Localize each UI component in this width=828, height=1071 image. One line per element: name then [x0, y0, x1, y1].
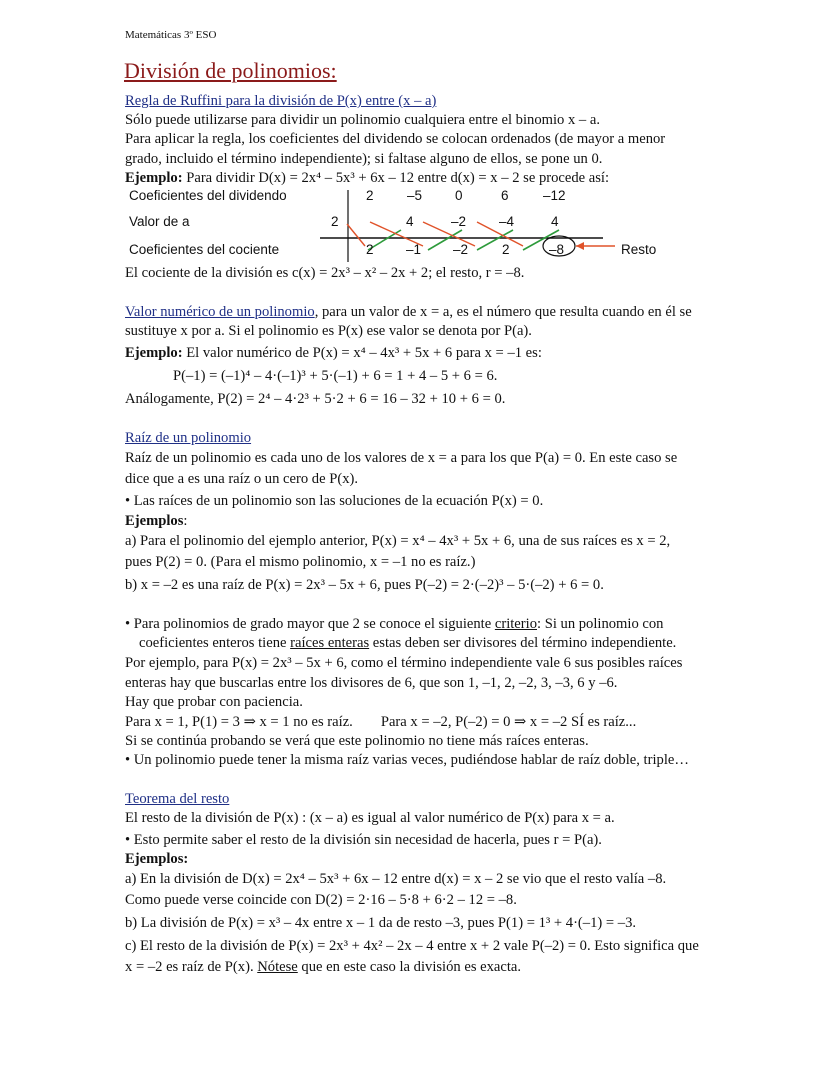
- product-value: 4: [551, 214, 559, 230]
- resto-bullet-1: • Esto permite saber el resto de la división sin necesidad de hacerla, pues r = P(a).: [125, 831, 602, 848]
- resto-label: Resto: [621, 242, 657, 258]
- example-label: Ejemplo:: [125, 169, 183, 186]
- ruffini-conclusion: El cociente de la división es c(x) = 2x³ – x² – 2x + 2; el resto, r = –8.: [125, 265, 525, 282]
- raiz-example-b: b) x = –2 es una raíz de P(x) = 2x³ – 5x + 6, pues P(–2) = 2·(–2)³ – 5·(–2) + 6 = 0.: [125, 576, 604, 593]
- valor-calc: P(–1) = (–1)⁴ – 4·(–1)³ + 5·(–1) + 6 = 1 + 4 – 5 + 6 = 6.: [173, 367, 498, 384]
- product-value: –4: [499, 214, 515, 230]
- a-value: 2: [331, 214, 339, 230]
- resto-example-c: [125, 936, 700, 978]
- section-heading-ruffini[interactable]: Regla de Ruffini para la división de P(x) entre (x – a): [125, 93, 437, 109]
- document-body: [125, 92, 700, 978]
- raiz-paragraph-3: Hay que probar con paciencia.: [125, 694, 303, 711]
- example-label: Ejemplo:: [125, 344, 183, 361]
- criterio-text: : Si un polinomio con coeficientes enteros tiene: [139, 616, 664, 652]
- product-value: –2: [451, 214, 467, 230]
- row-label-dividend: Coeficientes del dividendo: [129, 188, 287, 204]
- dividend-coef: –12: [543, 188, 566, 204]
- resto-paragraph-1: El resto de la división de P(x) : (x – a) es igual al valor numérico de P(x) para x = a.: [125, 810, 615, 827]
- raices-enteras: raíces enteras: [290, 635, 370, 652]
- resto-examples-label: [125, 850, 700, 869]
- raiz-example-a: a) Para el polinomio del ejemplo anterior, P(x) = x⁴ – 4x³ + 5x + 6, una de sus raíces es x = 2, pues P(2) = 0. (Para el mismo polinomio, x = –1 no es raíz.): [125, 532, 671, 570]
- raiz-criterio: [125, 615, 700, 653]
- quotient-coef: –1: [406, 242, 422, 258]
- raiz-paragraph-1: Raíz de un polinomio es cada uno de los valores de x = a para los que P(a) = 0. En este caso se dice que a es una raíz o un cero de P(x).: [125, 450, 678, 488]
- test-x-2: Para x = –2, P(–2) = 0 ⇒ x = –2 SÍ es raíz...: [380, 713, 637, 730]
- section-heading-raiz[interactable]: Raíz de un polinomio: [125, 430, 252, 447]
- raiz-paragraph-5: Si se continúa probando se verá que este polinomio no tiene más raíces enteras.: [125, 732, 589, 749]
- dividend-coef: –5: [407, 188, 423, 204]
- dividend-coef: 6: [501, 188, 509, 204]
- examples-label: Ejemplos:: [125, 850, 189, 867]
- page-header: Matemáticas 3º ESO: [125, 29, 217, 41]
- example-c-text: c) El resto de la división de P(x) = 2x³ + 4x² – 2x – 4 entre x + 2 vale P(–2) = 0. Esto significa que x = –2 es raíz de P(x).: [125, 938, 699, 976]
- examples-colon: :: [183, 512, 188, 529]
- page-title: División de polinomios:: [124, 58, 337, 83]
- criterio-text: estas deben ser divisores del término independiente.: [369, 635, 677, 652]
- raiz-bullet-1: • Las raíces de un polinomio son las soluciones de la ecuación P(x) = 0.: [125, 493, 544, 510]
- row-label-quotient: Coeficientes del cociente: [129, 242, 280, 258]
- examples-label: Ejemplos: [125, 512, 184, 529]
- ruffini-paragraph-2: Para aplicar la regla, los coeficientes del dividendo se colocan ordenados (de mayor a menor grado, incluido el término independiente); si faltase alguno de ellos, se pone un 0.: [125, 131, 666, 167]
- section-heading-valor[interactable]: Valor numérico de un polinomio: [125, 304, 315, 321]
- criterio-text: • Para polinomios de grado mayor que 2 se conoce el siguiente: [125, 616, 495, 633]
- resto-example-b: b) La división de P(x) = x³ – 4x entre x – 1 da de resto –3, pues P(1) = 1³ + 4·(–1) = –3.: [125, 915, 637, 932]
- quotient-coef: 2: [502, 242, 510, 258]
- raiz-paragraph-4: [125, 713, 700, 732]
- valor-text: , para un valor de x = a, es el número que resulta cuando en él se sustituye x por a. Si el polinomio es P(x) ese valor se denota por P(a).: [125, 304, 692, 340]
- resto-example-a: a) En la división de D(x) = 2x⁴ – 5x³ + 6x – 12 entre d(x) = x – 2 se vio que el resto valía –8. Como puede verse coincide con D(2) = 2·16 – 5·8 + 6·2 – 12 = –8.: [125, 871, 667, 909]
- ruffini-paragraph-1: Sólo puede utilizarse para dividir un polinomio cualquiera entre el binomio x – a.: [125, 112, 600, 129]
- criterio-word: criterio: [494, 616, 537, 633]
- quotient-coef: 2: [366, 242, 374, 258]
- ruffini-table: [125, 188, 700, 264]
- valor-example: [125, 344, 700, 363]
- test-x1: Para x = 1, P(1) = 3 ⇒ x = 1 no es raíz.: [125, 713, 353, 730]
- example-c-text: que en este caso la división es exacta.: [297, 959, 522, 976]
- quotient-coef: –2: [453, 242, 469, 258]
- example-text: Para dividir D(x) = 2x⁴ – 5x³ + 6x – 12 entre d(x) = x – 2 se procede así:: [186, 169, 610, 186]
- raiz-examples-label: [125, 512, 700, 531]
- valor-analog: Análogamente, P(2) = 2⁴ – 4·2³ + 5·2 + 6 = 16 – 32 + 10 + 6 = 0.: [125, 391, 506, 408]
- notese-word: Nótese: [257, 959, 298, 976]
- product-value: 4: [406, 214, 414, 230]
- raiz-bullet-2: • Un polinomio puede tener la misma raíz varias veces, pudiéndose hablar de raíz doble, triple…: [125, 752, 689, 769]
- dividend-coef: 0: [455, 188, 463, 204]
- example-text: El valor numérico de P(x) = x⁴ – 4x³ + 5x + 6 para x = –1 es:: [186, 344, 542, 361]
- raiz-paragraph-2: Por ejemplo, para P(x) = 2x³ – 5x + 6, como el término independiente vale 6 sus posibles raíces enteras hay que buscarlas entre los divisores de 6, que son 1, –1, 2, –2, 3, –3, 6 y –6.: [125, 655, 683, 692]
- valor-paragraph: [125, 303, 700, 341]
- dividend-coef: 2: [366, 188, 374, 204]
- remainder-value: –8: [549, 242, 565, 258]
- row-label-a: Valor de a: [129, 214, 190, 230]
- section-heading-resto[interactable]: Teorema del resto: [125, 791, 230, 808]
